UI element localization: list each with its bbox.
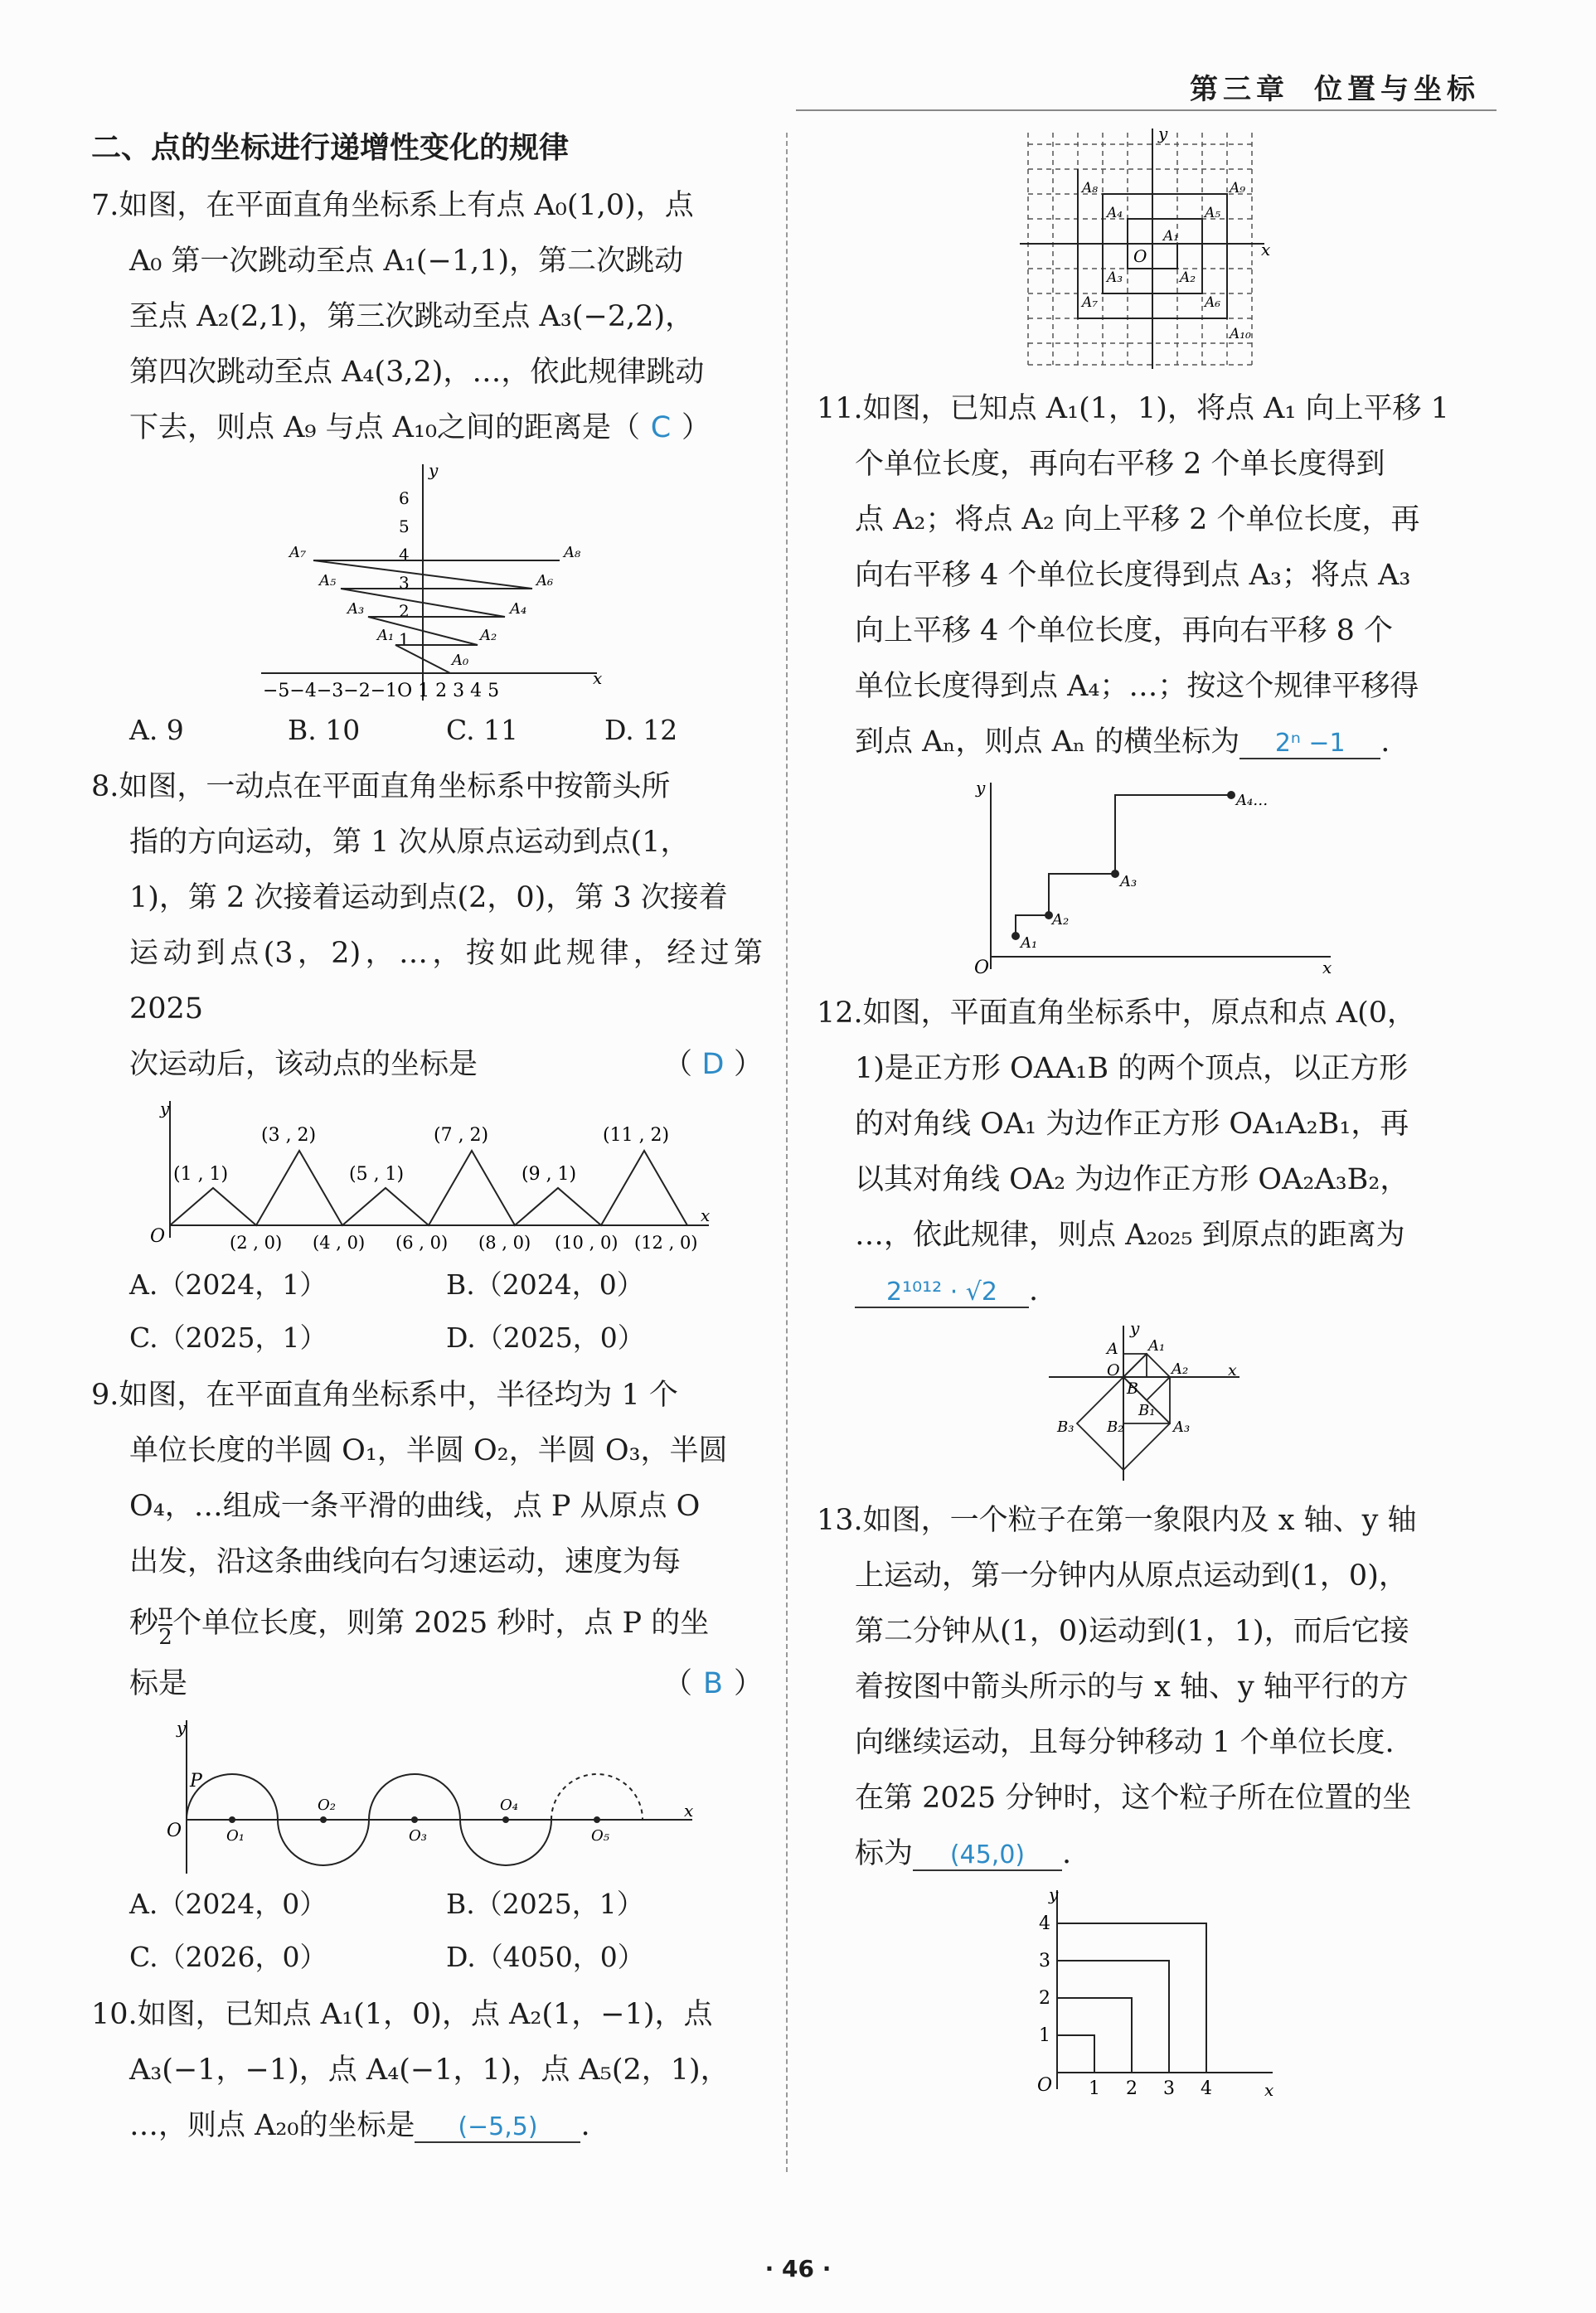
q11-y-label: y: [976, 778, 986, 798]
section-title: 二、点的坐标进行递增性变化的规律: [91, 131, 570, 165]
q12-a: A: [1107, 1340, 1118, 1358]
q9-x-label: x: [684, 1801, 694, 1821]
left-column: [91, 124, 763, 2154]
q9-choice-c: C.（2026，0）: [129, 1941, 327, 1973]
q8-bottom-4: (8 , 0): [478, 1233, 531, 1253]
q10-a5: A₅: [1205, 205, 1221, 221]
q11-line3: 点 A₂；将点 A₂ 向上平移 2 个单位长度，再: [855, 503, 1420, 536]
question-8: [91, 759, 763, 1365]
q9-frac-num: π: [158, 1599, 173, 1625]
q11-a4: A₄…: [1236, 792, 1269, 809]
q9-origin: O: [167, 1821, 182, 1841]
q12-origin: O: [1107, 1361, 1120, 1380]
q10-figure: [1016, 124, 1281, 373]
q8-y-label: y: [160, 1098, 170, 1118]
q13-figure: [1007, 1882, 1289, 2106]
q7-answer: C: [650, 411, 672, 444]
q9-o2: O₂: [318, 1797, 336, 1814]
q13-ytick-2: 2: [1039, 1988, 1050, 2009]
q9-o4: O₄: [500, 1797, 518, 1814]
question-12: [817, 986, 1480, 1485]
q9-choice-d: D.（4050，0）: [446, 1941, 645, 1973]
q9-line1: 9.如图，在平面直角坐标系中，半径均为 1 个: [91, 1379, 678, 1412]
q8-line1: 8.如图，一动点在平面直角坐标系中按箭头所: [91, 770, 671, 803]
q10-y-label: y: [1158, 124, 1168, 143]
q7-ytick-1: 1: [399, 629, 410, 649]
q11-a2: A₂: [1052, 911, 1070, 929]
q9-choices: [91, 1878, 763, 1984]
q11-line4: 向右平移 4 个单位长度得到点 A₃；将点 A₃: [855, 559, 1411, 592]
q8-answer: D: [701, 1048, 725, 1081]
q13-line4: 着按图中箭头所示的与 x 轴、y 轴平行的方: [855, 1670, 1409, 1704]
q12-line1: 12.如图，平面直角坐标系中，原点和点 A(0，: [817, 996, 1416, 1030]
q12-a1: A₁: [1148, 1337, 1166, 1355]
q12-b2: B₂: [1107, 1418, 1124, 1436]
header-rule: [796, 109, 1497, 111]
q13-xtick-4: 4: [1201, 2078, 1212, 2099]
q7-ytick-6: 6: [399, 488, 410, 508]
question-10: [91, 1987, 763, 2154]
q13-answer: (45,0): [913, 1841, 1062, 1871]
q9-choice-a: A.（2024，0）: [129, 1888, 327, 1920]
q11-line5: 向上平移 4 个单位长度，再向右平移 8 个: [855, 614, 1394, 647]
q9-line3: O₄，…组成一条平滑的曲线，点 P 从原点 O: [129, 1490, 701, 1523]
q12-x-label: x: [1228, 1361, 1237, 1380]
q9-o3: O₃: [409, 1827, 427, 1845]
q11-figure: [958, 770, 1339, 977]
chapter-title: 位置与坐标: [1314, 73, 1480, 106]
q7-ytick-3: 3: [399, 573, 410, 593]
column-divider: [786, 133, 788, 2172]
q11-line6: 单位长度得到点 A₄；…；按这个规律平移得: [855, 670, 1419, 703]
q7-a4: A₄: [510, 600, 527, 618]
q13-line3: 第二分钟从(1，0)运动到(1，1)，而后它接: [855, 1615, 1409, 1648]
q10-a3: A₃: [1107, 269, 1123, 286]
q8-top-3: (5 , 1): [349, 1164, 405, 1185]
q7-line2: A₀ 第一次跳动至点 A₁(−1,1)，第二次跳动: [129, 245, 684, 278]
q11-origin: O: [974, 958, 990, 978]
q7-a8: A₈: [564, 544, 581, 561]
q10-answer: (−5,5): [415, 2113, 580, 2143]
q12-line3: 的对角线 OA₁ 为边作正方形 OA₁A₂B₁，再: [855, 1108, 1409, 1141]
q13-line7: 标为 (45,0) .: [855, 1837, 1072, 1870]
q10-origin: O: [1133, 246, 1147, 266]
q9-o5: O₅: [591, 1827, 609, 1845]
q7-line5: 下去，则点 A₉ 与点 A₁₀之间的距离是（ C ）: [91, 400, 763, 456]
q8-top-5: (9 , 1): [521, 1164, 577, 1185]
q8-line3: 1)，第 2 次接着运动到点(2，0)，第 3 次接着: [129, 881, 728, 914]
q11-a3: A₃: [1120, 873, 1138, 890]
q10-a7: A₇: [1082, 294, 1099, 311]
chapter-label: 第三章: [1190, 73, 1289, 106]
q7-a2: A₂: [480, 627, 497, 644]
q12-b3: B₃: [1057, 1418, 1075, 1436]
q12-line4: 以其对角线 OA₂ 为边作正方形 OA₂A₃B₂，: [855, 1163, 1409, 1196]
q7-a6: A₆: [536, 572, 554, 589]
q8-choice-a: A.（2024，1）: [129, 1268, 327, 1301]
q8-line4: 运动到点(3，2)，…，按如此规律，经过第 2025: [129, 937, 763, 1026]
page-header: [1165, 66, 1480, 107]
q8-line5: 次运动后，该动点的坐标是 （ D ）: [91, 1037, 763, 1093]
q8-bottom-3: (6 , 0): [395, 1233, 449, 1253]
q8-top-1: (1 , 1): [173, 1164, 229, 1185]
q10-a10: A₁₀: [1230, 326, 1251, 342]
q8-top-4: (7 , 2): [434, 1125, 489, 1146]
q7-ytick-2: 2: [399, 601, 410, 621]
q13-ytick-4: 4: [1039, 1913, 1050, 1934]
q9-answer: B: [702, 1667, 723, 1700]
q10-line3: …，则点 A₂₀的坐标是 (−5,5) .: [129, 2109, 590, 2142]
q7-ytick-4: 4: [399, 545, 410, 565]
q12-a2: A₂: [1172, 1360, 1189, 1378]
question-11: [817, 381, 1480, 977]
q11-line7: 到点 Aₙ，则点 Aₙ 的横坐标为 2ⁿ −1 .: [855, 725, 1390, 759]
q7-xticks: −5−4−3−2−1O 1 2 3 4 5: [263, 681, 500, 701]
q13-xtick-3: 3: [1163, 2078, 1175, 2099]
q9-figure: [153, 1712, 701, 1878]
q12-y-label: y: [1130, 1318, 1140, 1338]
q13-line1: 13.如图，一个粒子在第一象限内及 x 轴、y 轴: [817, 1504, 1417, 1537]
q8-line2: 指的方向运动，第 1 次从原点运动到点(1，: [129, 826, 690, 859]
q8-bottom-6: (12 , 0): [634, 1233, 698, 1253]
q10-a4: A₄: [1107, 205, 1123, 221]
q8-choice-c: C.（2025，1）: [129, 1321, 327, 1354]
q13-ytick-1: 1: [1039, 2025, 1050, 2046]
q12-line6: 2¹⁰¹² · √2 .: [817, 1263, 1480, 1319]
q7-a1: A₁: [377, 627, 395, 644]
q11-line1: 11.如图，已知点 A₁(1，1)，将点 A₁ 向上平移 1: [817, 392, 1449, 425]
q9-y-label: y: [177, 1718, 187, 1738]
q7-a5: A₅: [319, 572, 337, 589]
q7-ytick-5: 5: [399, 516, 410, 536]
page-number: · 46 ·: [764, 2255, 832, 2282]
q13-line6: 在第 2025 分钟时，这个粒子所在位置的坐: [855, 1782, 1412, 1815]
q7-choice-b: B. 10: [288, 714, 361, 746]
q10-a1: A₁: [1163, 228, 1180, 245]
q11-x-label: x: [1322, 958, 1332, 977]
q9-line4: 出发，沿这条曲线向右匀速运动，速度为每: [129, 1545, 682, 1578]
q12-answer: 2¹⁰¹² · √2: [855, 1278, 1029, 1308]
q13-xtick-1: 1: [1089, 2078, 1100, 2099]
q12-line5: …，依此规律，则点 A₂₀₂₅ 到原点的距离为: [855, 1219, 1405, 1252]
q13-origin: O: [1037, 2075, 1053, 2096]
q10-a8: A₈: [1082, 180, 1099, 196]
q7-a3: A₃: [347, 600, 365, 618]
q8-figure: [137, 1093, 717, 1258]
q7-line1: 7.如图，在平面直角坐标系上有点 A₀(1,0)，点: [91, 189, 694, 222]
q12-line2: 1)是正方形 OAA₁B 的两个顶点，以正方形: [855, 1052, 1409, 1085]
q7-a7: A₇: [289, 544, 307, 561]
q8-choice-d: D.（2025，0）: [446, 1321, 645, 1354]
q12-figure: [1041, 1319, 1256, 1485]
q7-line3: 至点 A₂(2,1)，第三次跳动至点 A₃(−2,2)，: [129, 300, 695, 333]
q8-origin: O: [150, 1226, 166, 1247]
q10-a6: A₆: [1205, 294, 1221, 311]
q12-a3: A₃: [1173, 1418, 1191, 1436]
q13-x-label: x: [1264, 2080, 1274, 2100]
q9-point-p: P: [190, 1771, 202, 1792]
q7-a0: A₀: [452, 652, 469, 669]
q13-line5: 向继续运动，且每分钟移动 1 个单位长度.: [855, 1726, 1395, 1759]
q10-line2: A₃(−1，−1)，点 A₄(−1，1)，点 A₅(2，1)，: [129, 2054, 730, 2087]
q9-choice-b: B.（2025，1）: [446, 1888, 644, 1920]
q13-xtick-2: 2: [1126, 2078, 1138, 2099]
q11-line2: 个单位长度，再向右平移 2 个单长度得到: [855, 448, 1385, 481]
q10-line1: 10.如图，已知点 A₁(1，0)，点 A₂(1，−1)，点: [91, 1998, 713, 2031]
q8-choice-b: B.（2024，0）: [446, 1268, 644, 1301]
q12-b: B: [1127, 1380, 1138, 1398]
question-13: [817, 1493, 1480, 2106]
q10-a2: A₂: [1180, 269, 1196, 286]
q7-choice-a: A. 9: [129, 714, 184, 746]
q7-x-label: x: [593, 668, 603, 688]
q7-choice-d: D. 12: [604, 714, 678, 746]
q8-bottom-5: (10 , 0): [555, 1233, 619, 1253]
q9-line6: 标是 （ B ）: [91, 1656, 763, 1712]
question-7: [91, 178, 763, 756]
q13-ytick-3: 3: [1039, 1951, 1050, 1971]
q7-choice-c: C. 11: [446, 714, 519, 746]
q7-choices: [91, 705, 763, 756]
right-column: [817, 124, 1480, 2106]
q8-top-6: (11 , 2): [603, 1125, 670, 1146]
q9-fraction: [158, 1601, 172, 1649]
q8-bottom-2: (4 , 0): [313, 1233, 366, 1253]
q9-line2: 单位长度的半圆 O₁，半圆 O₂，半圆 O₃，半圆: [129, 1434, 728, 1467]
q9-frac-den: 2: [158, 1624, 172, 1650]
q7-line4: 第四次跳动至点 A₄(3,2)，…，依此规律跳动: [129, 356, 705, 389]
q8-top-2: (3 , 2): [261, 1125, 317, 1146]
q13-y-label: y: [1049, 1884, 1059, 1904]
q12-b1: B₁: [1138, 1402, 1156, 1419]
q8-choices: [91, 1258, 763, 1365]
question-9: [91, 1368, 763, 1984]
q7-y-label: y: [429, 460, 439, 480]
q9-line5: 秒 $\frac{\pi}{2}$ 个单位长度，则第 2025 秒时，点 P 的坐: [129, 1599, 710, 1650]
q13-line2: 上运动，第一分钟内从原点运动到(1，0)，: [855, 1559, 1408, 1593]
q7-figure: [253, 456, 601, 705]
q8-x-label: x: [701, 1205, 711, 1225]
q11-answer: 2ⁿ −1: [1239, 730, 1380, 759]
q11-a1: A₁: [1021, 934, 1038, 952]
q10-a9: A₉: [1230, 180, 1246, 196]
q10-x-label: x: [1261, 240, 1271, 259]
q9-o1: O₁: [226, 1827, 245, 1845]
q8-bottom-1: (2 , 0): [230, 1233, 283, 1253]
